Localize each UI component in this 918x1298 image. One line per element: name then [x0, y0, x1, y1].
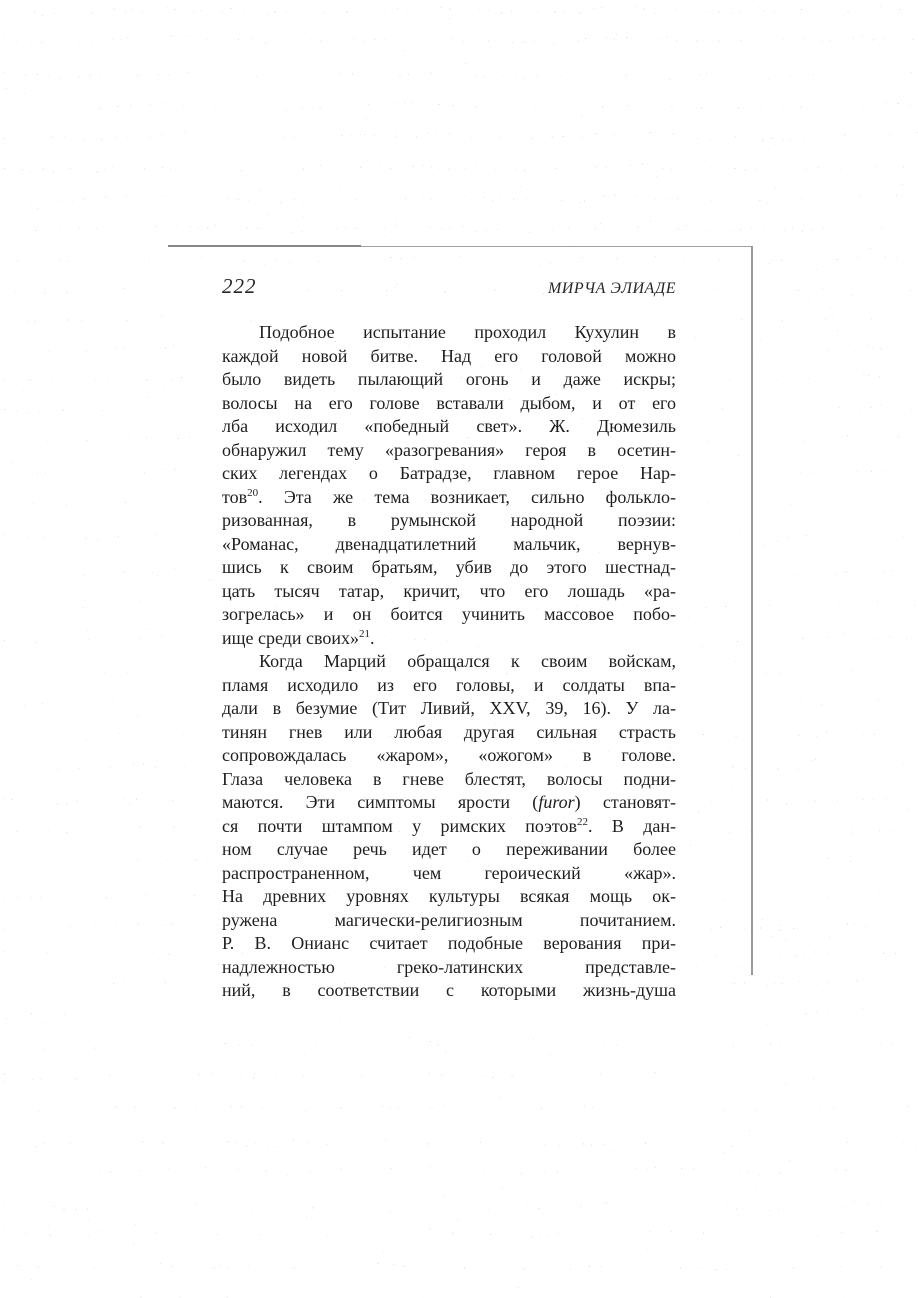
text-run: пламя исходило из его головы, и солдаты впа- [222, 674, 676, 695]
text-line [222, 744, 676, 768]
text-run: ризованная, в румынской народной поэзии: [222, 510, 676, 530]
noise-band [0, 0, 1, 1]
noise-band [0, 0, 1, 1]
page-text [222, 321, 676, 1003]
text-run: . Эта же тема возникает, сильно фолькло- [258, 486, 676, 507]
text-run: ном случае речь идет о переживании более [222, 839, 676, 859]
noise-band [0, 0, 1, 1]
noise-band [0, 0, 1, 1]
noise-band [0, 0, 1, 1]
noise-band [0, 0, 1, 1]
noise-band [0, 0, 1, 1]
text-run: зогрелась» и он боится учинить массовое побо- [222, 604, 676, 624]
text-run: На древних уровнях культуры всякая мощь ок- [222, 886, 676, 906]
text-run: было видеть пылающий огонь и даже искры; [222, 369, 676, 389]
noise-band [0, 0, 1, 1]
text-run: тов [222, 486, 248, 507]
italic-term: furor [538, 792, 575, 812]
text-run: надлежностью греко-латинских представле- [222, 956, 676, 977]
noise-band [0, 0, 1, 1]
noise-band [0, 0, 1, 1]
text-line [222, 556, 676, 580]
text-line [222, 533, 676, 557]
text-line [222, 909, 676, 933]
noise-band [0, 0, 1, 1]
header-rule-light-segment [361, 246, 753, 247]
text-run: Подобное испытание проходил Кухулин в [259, 322, 676, 342]
footnote-reference: 20 [247, 486, 259, 499]
noise-band [0, 0, 1, 1]
noise-band [0, 0, 1, 1]
noise-band [0, 0, 1, 1]
text-run: ) становят- [574, 792, 676, 812]
text-run: ний, в соответствии с которыми жизнь-душа [222, 980, 676, 1000]
footnote-reference: 21 [359, 627, 371, 640]
noise-band [0, 0, 1, 1]
noise-band [0, 0, 1, 1]
text-run: распространенном, чем героический «жар». [222, 862, 676, 883]
text-line [222, 768, 676, 792]
margin-rule-vertical [751, 246, 753, 975]
text-run: волосы на его голове вставали дыбом, и от его [222, 392, 676, 413]
text-run: Когда Марций обращался к своим войскам, [259, 651, 676, 671]
text-run: шись к своим братьям, убив до этого шестнад- [222, 557, 676, 577]
noise-band [0, 0, 1, 1]
text-line [222, 885, 676, 909]
footnote-reference: 22 [576, 815, 588, 828]
text-line [222, 956, 676, 980]
text-line [222, 392, 676, 416]
text-run: каждой новой битве. Над его головой можно [222, 345, 676, 366]
noise-band [0, 0, 1, 1]
text-line [222, 509, 676, 533]
noise-band [0, 0, 1, 1]
text-line [222, 862, 676, 886]
noise-speckle [0, 0, 1, 1]
text-run: цать тысяч татар, кричит, что его лошадь «ра- [222, 580, 676, 601]
text-line [222, 439, 676, 463]
running-head: МИРЧА ЭЛИАДЕ [547, 280, 676, 297]
noise-band [0, 0, 1, 1]
noise-band [0, 0, 1, 1]
text-run: ище среди своих» [222, 627, 360, 648]
text-line [222, 603, 676, 627]
text-line [222, 815, 676, 839]
noise-band [0, 0, 1, 1]
text-line [222, 580, 676, 604]
noise-band [0, 0, 1, 1]
text-run: обнаружил тему «разогревания» героя в осетин- [222, 439, 676, 460]
header-rule-dark-segment [168, 245, 361, 247]
text-run: ских легендах о Батрадзе, главном герое Нар- [222, 463, 676, 483]
text-run: тинян гнев или любая другая сильная страсть [222, 721, 676, 742]
text-line [222, 486, 676, 510]
text-line [222, 697, 676, 721]
noise-band [0, 0, 1, 1]
text-run: сопровождалась «жаром», «ожогом» в голове. [222, 745, 676, 765]
noise-band [0, 0, 1, 1]
noise-band [0, 0, 1, 1]
noise-band [0, 0, 1, 1]
noise-band [0, 0, 1, 1]
text-run: ся почти штампом у римских поэтов [222, 815, 577, 836]
text-line [222, 838, 676, 862]
text-line [222, 791, 676, 815]
text-line [222, 368, 676, 392]
noise-band [0, 0, 1, 1]
text-run: . В дан- [587, 815, 676, 836]
text-line [222, 721, 676, 745]
noise-band [0, 0, 1, 1]
text-line [222, 979, 676, 1003]
page-header [222, 274, 676, 299]
noise-band [0, 0, 1, 1]
noise-band [0, 0, 1, 1]
text-run: ружена магически-религиозным почитанием. [222, 909, 676, 930]
noise-band [0, 0, 1, 1]
text-run: «Романас, двенадцатилетний мальчик, вернув- [222, 533, 676, 554]
text-line [222, 674, 676, 698]
text-line [222, 932, 676, 956]
text-line [222, 345, 676, 369]
noise-band [0, 0, 1, 1]
noise-band [0, 0, 1, 1]
text-run: . [370, 627, 375, 648]
text-line [222, 321, 676, 345]
text-run: дали в безумие (Тит Ливий, XXV, 39, 16). У ла- [222, 698, 676, 718]
text-line [222, 462, 676, 486]
noise-band [0, 0, 1, 1]
text-run: маются. Эти симптомы ярости ( [222, 792, 539, 812]
page-number: 222 [222, 274, 257, 298]
text-run: Р. В. Онианс считает подобные верования при- [222, 933, 676, 953]
text-run: Глаза человека в гневе блестят, волосы подни- [222, 768, 676, 789]
noise-band [0, 0, 1, 1]
text-line [222, 650, 676, 674]
text-line [222, 627, 676, 651]
noise-band [0, 0, 1, 1]
noise-band [0, 0, 1, 1]
noise-band [0, 0, 1, 1]
text-line [222, 415, 676, 439]
text-run: лба исходил «победный свет». Ж. Дюмезиль [222, 416, 676, 436]
noise-band [0, 0, 1, 1]
noise-band [0, 0, 1, 1]
